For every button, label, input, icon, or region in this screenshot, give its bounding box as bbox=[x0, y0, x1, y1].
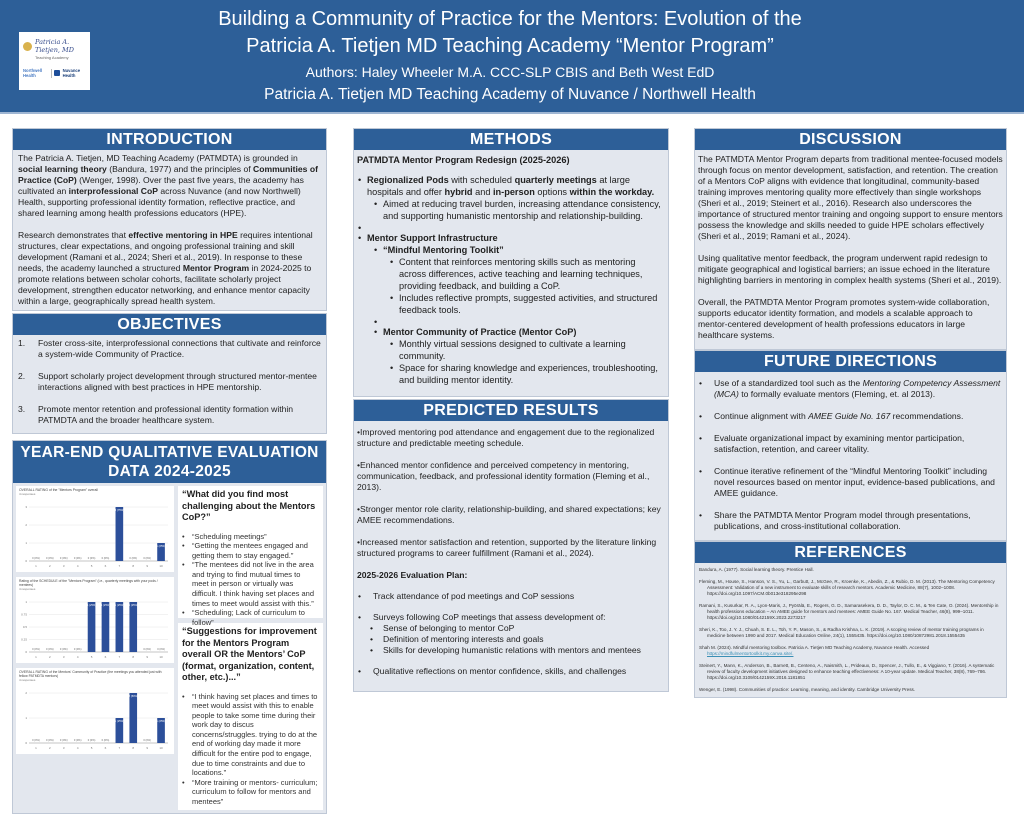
future-direction-item: • Evaluate organizational impact by examining mentor participation, satisfaction, retention, and career vitality. bbox=[698, 433, 1001, 455]
objective-item: 1. Foster cross-site, interprofessional connections that cultivate and reinforce a system-wide Community of Practice. bbox=[18, 338, 321, 359]
data-label: 0 (0%) bbox=[59, 648, 68, 651]
future-direction-item: • Continue iterative refinement of the “Mindful Mentoring Toolkit” including novel resources based on mentor input, evidence-based publications, and AMEE guidance. bbox=[698, 466, 1001, 499]
x-tick-label: 9 bbox=[146, 746, 148, 750]
y-tick-label: 2 bbox=[25, 691, 27, 695]
x-tick-label: 6 bbox=[104, 655, 107, 659]
chart-schedule-rating bbox=[16, 577, 174, 663]
predicted-result-item: •Increased mentor satisfaction and retention, supported by the literature linking structured programs to career fulfillment (Ramani et al., 2024). bbox=[357, 537, 657, 558]
bar bbox=[129, 693, 137, 743]
quote-answers bbox=[182, 532, 319, 628]
evaluation-heading: YEAR-END QUALITATIVE EVALUATION DATA 2024-2025 bbox=[13, 441, 326, 483]
x-tick-label: 8 bbox=[132, 564, 135, 568]
data-label: 0 (0%) bbox=[101, 557, 110, 560]
data-label: 1 (25%) bbox=[114, 604, 124, 607]
x-tick-label: 10 bbox=[159, 564, 163, 568]
data-label: 0 (0%) bbox=[157, 648, 165, 651]
evaluation-section bbox=[12, 440, 327, 814]
data-label: 0 (0%) bbox=[73, 739, 82, 742]
bar bbox=[116, 602, 124, 652]
x-tick-label: 8 bbox=[132, 746, 135, 750]
academy-logo bbox=[19, 32, 90, 90]
reference-item: Fleming, M., House, S., Hanson, V. S., Yu, L., Garbutt, J., McGee, R., Kroenke, K., Abedin, Z., & Rubio, D. M. (2013). The Mentoring Competency Assessment: Validation of a new instrument to evaluate skills of research mentors. Academic Medicine, 88(7), 1002–1008. https://doi.org/10.1097/ACM.0b013e318295e298 bbox=[699, 579, 995, 596]
y-tick-label: 0.25 bbox=[21, 637, 27, 642]
future-direction-item: • Share the PATMDTA Mentor Program model through presentations, publications, and cross-institutional collaboration. bbox=[698, 510, 1001, 532]
discussion-section bbox=[694, 128, 1007, 350]
methods-subitem: • Aimed at reducing travel burden, increasing attendance consistency, and supporting humanistic mentorship and relationship-building. bbox=[373, 198, 665, 222]
data-label: 1 (25%) bbox=[100, 604, 110, 607]
methods-heading: METHODS bbox=[354, 129, 668, 150]
data-label: 0 (0%) bbox=[32, 739, 40, 742]
data-label: 0 (0%) bbox=[143, 557, 151, 560]
x-tick-label: 9 bbox=[146, 564, 148, 568]
toolkit-item: • Content that reinforces mentoring skills such as mentoring across differences, active teaching and learning techniques, providing feedback, and building a CoP. bbox=[389, 256, 665, 292]
methods-item-pods: • Regionalized Pods with scheduled quarterly meetings at large hospitals and offer hybrid and in-person options within the workday. • Aimed at reducing travel burden, increasing attendance consistency, and supporting humanistic mentorship and relationship-building. bbox=[357, 174, 665, 222]
data-label: 0 (0%) bbox=[101, 739, 110, 742]
x-tick-label: 8 bbox=[132, 655, 135, 659]
bar bbox=[88, 602, 96, 652]
objective-item: 2. Support scholarly project development through structured mentor-mentee interactions aligned with best practices in HPE mentorship. bbox=[18, 371, 317, 392]
bar bbox=[116, 507, 124, 561]
evaluation-plan-item: • Surveys following CoP meetings that assess development of: • Sense of belonging to mentor CoP • Definition of mentoring interests and goals • Skills for developing humanistic relations with mentors and mentees bbox=[357, 612, 665, 656]
x-tick-label: 4 bbox=[76, 564, 79, 568]
quote-answer: • “Scheduling meetings” bbox=[182, 532, 319, 542]
chart-overall-rating bbox=[16, 486, 174, 572]
data-label: 1 (25%) bbox=[156, 720, 166, 723]
evaluation-charts bbox=[16, 486, 174, 810]
x-tick-label: 5 bbox=[90, 746, 93, 750]
x-tick-label: 4 bbox=[76, 746, 79, 750]
future-directions-list bbox=[695, 372, 1006, 540]
predicted-results-section bbox=[353, 399, 669, 692]
y-tick-label: 3 bbox=[25, 505, 27, 509]
x-tick-label: 5 bbox=[90, 655, 93, 659]
quote-question: “Suggestions for improvement for the Mentors Program overall OR the Mentors’ CoP (format, organization, content, other, etc.)...” bbox=[182, 626, 317, 682]
data-label: 1 (25%) bbox=[156, 545, 166, 548]
discussion-paragraph: Overall, the PATMDTA Mentor Program promotes system-wide collaboration, supports educator identity formation, and models a scalable approach to mentor-centered development of health professions educators in large healthcare systems. bbox=[698, 297, 990, 340]
data-label: 1 (25%) bbox=[128, 604, 138, 607]
quote-answer: • “I think having set places and times to meet would assist with this to enable people to take some time during their work day to discus concerns/struggles. trying to do at the end of working day made it more difficult for the entire pod to engage, due to time constraints and due to locations.” bbox=[182, 692, 319, 778]
x-tick-label: 3 bbox=[62, 746, 65, 750]
data-label: 2 (50%) bbox=[128, 695, 138, 698]
chart-title: Rating of the SCHEDULE of the "Mentors Program" (i.e., quarterly meetings with your pods / mentees) bbox=[19, 579, 158, 588]
nuvance-logo: Nuvance Health bbox=[62, 68, 81, 78]
x-tick-label: 3 bbox=[62, 655, 65, 659]
data-label: 1 (25%) bbox=[87, 604, 97, 607]
reference-item: Ramani, S., Kusurkar, R. A., Lyon-Maris, J., Pyörälä, E., Rogers, G. D., Samarasekera, D. D., Taylor, D. C. M., & Ten Cate, O. (2024). Mentorship in health professions education – An AMEE guide for mentors and mentees: AMEE Guide No. 167. Medical Teacher, 46(8), 999–1011. https://doi.org/10.1080/0142159X.2023.2273217 bbox=[699, 603, 999, 620]
x-tick-label: 1 bbox=[35, 746, 37, 750]
evaluation-plan-list bbox=[357, 591, 665, 677]
data-label: 0 (0%) bbox=[32, 648, 40, 651]
data-label: 0 (0%) bbox=[46, 739, 54, 742]
data-label: 0 (0%) bbox=[59, 739, 68, 742]
authors: Authors: Haley Wheeler M.A. CCC-SLP CBIS and Beth West EdD bbox=[305, 64, 715, 80]
references-list bbox=[695, 563, 1006, 697]
chart-title: OVERALL RATING of the Mentors' Community of Practice (the meetings you attended just with fellow PATMDTA mentors) bbox=[19, 670, 162, 679]
x-tick-label: 2 bbox=[49, 746, 51, 750]
cop-item: • Space for sharing knowledge and experiences, troubleshooting, and building mentor identity. bbox=[389, 362, 665, 386]
introduction-paragraph-1: The Patricia A. Tietjen, MD Teaching Academy (PATMDTA) is grounded in social learning theory (Bandura, 1977) and the principles of Communities of Practice (CoP) (Wenger, 1998). Over the past five years, the academy has cultivated an interprofessional CoP across Nuvance (and now Northwell) Health, supporting professional identity formation, reflective practice, and shared learning among health professions educators (HPE). bbox=[18, 153, 318, 218]
chart-subtitle: 4 responses bbox=[19, 678, 36, 683]
column-left bbox=[12, 128, 327, 814]
x-tick-label: 2 bbox=[49, 564, 51, 568]
chart-subtitle: 4 responses bbox=[19, 587, 36, 592]
objective-item: 3. Promote mentor retention and professional identity formation within PATMDTA and the broader healthcare system. bbox=[18, 404, 294, 425]
data-label: 1 (25%) bbox=[114, 720, 124, 723]
data-label: 0 (0%) bbox=[73, 557, 82, 560]
y-tick-label: 0.75 bbox=[21, 612, 27, 617]
methods-section bbox=[353, 128, 669, 397]
discussion-heading: DISCUSSION bbox=[695, 129, 1006, 150]
methods-list bbox=[354, 166, 668, 386]
future-directions-heading: FUTURE DIRECTIONS bbox=[695, 351, 1006, 372]
poster-title-line-1: Building a Community of Practice for the Mentors: Evolution of the bbox=[218, 8, 802, 30]
predicted-result-item: •Improved mentoring pod attendance and engagement due to the regionalized structure and predictable meeting schedule. bbox=[357, 427, 655, 448]
northwell-logo: Northwell Health bbox=[23, 68, 43, 78]
data-label: 0 (0%) bbox=[143, 648, 151, 651]
bar bbox=[102, 602, 110, 652]
toolkit-item: • Includes reflective prompts, suggested activities, and structured feedback tools. bbox=[389, 292, 665, 316]
x-tick-label: 7 bbox=[118, 564, 121, 568]
data-label: 0 (0%) bbox=[87, 557, 96, 560]
data-label: 0 (0%) bbox=[129, 557, 138, 560]
quote-answers bbox=[182, 692, 319, 807]
bar-chart-svg bbox=[19, 690, 171, 752]
x-tick-label: 1 bbox=[35, 564, 37, 568]
quote-question: “What did you find most challenging about the Mentors CoP?” bbox=[182, 489, 316, 522]
x-tick-label: 6 bbox=[104, 564, 107, 568]
data-label: 0 (0%) bbox=[143, 739, 151, 742]
poster-title-block bbox=[200, 6, 820, 107]
introduction-heading: INTRODUCTION bbox=[13, 129, 326, 150]
quote-answer: • “The mentees did not live in the area and trying to find mutual times to meet in person or virtually was difficult. I think having set places and times to meet would assist with this.” bbox=[182, 560, 319, 608]
seal-icon bbox=[23, 42, 32, 51]
reference-item: Bandura, A. (1977). Social learning theory. Prentice Hall. bbox=[699, 567, 814, 572]
methods-subitem-cop: • Mentor Community of Practice (Mentor CoP) • Monthly virtual sessions designed to cultivate a learning community. • Space for sharing knowledge and experiences, troubleshooting, and building mentor identity. bbox=[373, 326, 665, 386]
y-tick-label: 1 bbox=[25, 541, 27, 545]
discussion-paragraph: Using qualitative mentor feedback, the program underwent rapid redesign to mitigate geographical and logistical barriers; an issue echoed in the literature highlighting barriers in mentoring in complex health systems (Sheri et al., 2019). bbox=[698, 253, 1002, 285]
evaluation-quotes bbox=[178, 486, 323, 810]
logo-name: Patricia A. Tietjen, MD bbox=[35, 38, 74, 54]
future-direction-item: • Continue alignment with AMEE Guide No. 167 recommendations. bbox=[698, 411, 1001, 422]
y-tick-label: 1 bbox=[25, 716, 27, 720]
data-label: 3 (75%) bbox=[114, 509, 124, 512]
quote-answer: • “More training or mentors- curriculum; curriculum to follow for mentors and mentees” bbox=[182, 778, 319, 807]
data-label: 0 (0%) bbox=[32, 557, 40, 560]
data-label: 0 (0%) bbox=[73, 648, 82, 651]
discussion-paragraph: The PATMDTA Mentor Program departs from traditional mentee-focused models through focus on mentor development, satisfaction, and retention. The creation of a Mentors CoP aligns with evidence that longitudinal, community-based training improves mentoring quality more effectively than single workshops (Sheri et al., 2019; Steinert et al., 2016). Research also underscores the importance of structured mentor training and ongoing support to ensure mentors possess the knowledge and skills needed to guide HPE scholars effectively (Sheri et al., 2019; Ramani et al., 2024). bbox=[698, 154, 1003, 241]
chart-title: OVERALL RATING of the "Mentors Program" overall bbox=[19, 488, 98, 492]
x-tick-label: 3 bbox=[62, 564, 65, 568]
introduction-paragraph-2: Research demonstrates that effective mentoring in HPE requires intentional structures, clear expectations, and ongoing professional training and skill development (Ramani et al., 2024; Sheri et al., 2019). In response to these needs, the academy launched a structured Mentor Program in 2024-2025 to promote relations between scholar cohorts, facilitate scholarly project development, strengthen educator networking, and enhance mentor capacity within a large, geographically spread health system. bbox=[18, 230, 313, 306]
x-tick-label: 9 bbox=[146, 655, 148, 659]
column-right bbox=[694, 128, 1007, 698]
x-tick-label: 10 bbox=[159, 746, 163, 750]
objectives-heading: OBJECTIVES bbox=[13, 314, 326, 335]
evaluation-plan-subitem: • Sense of belonging to mentor CoP bbox=[373, 623, 665, 634]
y-tick-label: 0.5 bbox=[22, 625, 27, 629]
x-tick-label: 7 bbox=[118, 655, 121, 659]
x-tick-label: 6 bbox=[104, 746, 107, 750]
x-tick-label: 4 bbox=[76, 655, 79, 659]
predicted-results-heading: PREDICTED RESULTS bbox=[354, 400, 668, 421]
quote-challenges bbox=[178, 486, 323, 627]
column-middle bbox=[353, 128, 669, 692]
evaluation-plan-title: 2025-2026 Evaluation Plan: bbox=[357, 570, 468, 580]
objectives-section bbox=[12, 313, 327, 434]
x-tick-label: 2 bbox=[49, 655, 51, 659]
quote-answer: • “Scheduling; Lack of curriculum to follow” bbox=[182, 608, 319, 627]
data-label: 0 (0%) bbox=[46, 557, 54, 560]
references-section bbox=[694, 541, 1007, 698]
y-tick-label: 0 bbox=[25, 559, 27, 563]
introduction-section bbox=[12, 128, 327, 311]
quote-answer: • “Getting the mentees engaged and getting them to stay engaged.” bbox=[182, 541, 319, 560]
x-tick-label: 1 bbox=[35, 655, 37, 659]
methods-item-infrastructure: • Mentor Support Infrastructure • “Mindful Mentoring Toolkit” • Content that reinforces mentoring skills such as mentoring across differences, active teaching and learning techniques, providing feedback, and building a CoP. • Includes reflective prompts, suggested activities, and structured feedback tools. • • Mentor Community of Practice (Mentor CoP) • Monthly virtual sessions designed to cultivate a learning community. • Space for sharing knowledge and experiences, troubleshooting, and building mentor identity. bbox=[357, 232, 665, 386]
logo-divider bbox=[51, 69, 52, 78]
reference-item: Steinert, Y., Mann, K., Anderson, B., Barnett, B., Centeno, A., Naismith, L., Prideaux, D., Spencer, J., Tullo, E., & Viggiano, T. (2016). A systematic review of faculty development initiatives designed to enhance teaching effectiveness: A 10-year update. Medical Teacher, 38(8), 769–786. https://doi.org/10.3109/0142159X.2016.1181851 bbox=[699, 663, 995, 680]
chart-cop-rating bbox=[16, 668, 174, 754]
references-heading: REFERENCES bbox=[695, 542, 1006, 563]
evaluation-plan-subitem: • Definition of mentoring interests and goals bbox=[373, 634, 665, 645]
bar-chart-svg bbox=[19, 599, 171, 661]
reference-item: Wenger, E. (1998). Communities of practice: Learning, meaning, and identity. Cambridge University Press. bbox=[699, 687, 916, 692]
chart-subtitle: 4 responses bbox=[19, 492, 36, 497]
y-tick-label: 0 bbox=[25, 741, 27, 745]
nuvance-mark-icon bbox=[54, 70, 59, 76]
logo-subtitle: Teaching Academy bbox=[35, 55, 69, 60]
cop-item: • Monthly virtual sessions designed to cultivate a learning community. bbox=[389, 338, 665, 362]
poster-header bbox=[0, 0, 1024, 114]
methods-subitem-toolkit: • “Mindful Mentoring Toolkit” • Content that reinforces mentoring skills such as mentoring across differences, active teaching and learning techniques, providing feedback, and building a CoP. • Includes reflective prompts, suggested activities, and structured feedback tools. bbox=[373, 244, 665, 316]
predicted-result-item: •Enhanced mentor confidence and perceived competency in mentoring, communication, feedback, and professional identity formation (Fleming et al., 2013). bbox=[357, 460, 650, 492]
evaluation-plan-item: • Qualitative reflections on mentor confidence, skills, and challenges bbox=[357, 666, 665, 677]
y-tick-label: 0 bbox=[25, 650, 27, 654]
evaluation-plan-subitem: • Skills for developing humanistic relations with mentors and mentees bbox=[373, 645, 665, 656]
affiliation: Patricia A. Tietjen MD Teaching Academy of Nuvance / Northwell Health bbox=[264, 86, 756, 103]
x-tick-label: 10 bbox=[159, 655, 163, 659]
bar bbox=[129, 602, 137, 652]
bar-chart-svg bbox=[19, 504, 171, 570]
quote-suggestions bbox=[178, 623, 323, 810]
methods-subtitle: PATMDTA Mentor Program Redesign (2025-2026) bbox=[357, 155, 570, 165]
poster-title-line-2: Patricia A. Tietjen MD Teaching Academy “Mentor Program” bbox=[246, 35, 774, 57]
reference-item: Sheri, K., Too, J. Y. J., Chuah, S. E. L., Toh, Y. P., Mason, S., & Radha Krishna, L. K. (2019). A scoping review of mentor training programs in medicine between 1990 and 2017. Medical Education Online, 24(1), 1555435. https://doi.org/10.1080/10872981.2018.1555435 bbox=[699, 627, 984, 638]
data-label: 0 (0%) bbox=[59, 557, 68, 560]
reference-item: Shah M. (2024). Mindful mentoring toolbox. Patricia A. Tietjen MD Teaching Academy, Nuvance Health. Accessed https://mindfulmentortoolkit.my.canva.site/. bbox=[699, 645, 930, 656]
data-label: 0 (0%) bbox=[87, 739, 96, 742]
predicted-result-item: •Stronger mentor role clarity, relationship-building, and shared expectations; key AMEE recommendations. bbox=[357, 504, 661, 525]
y-tick-label: 1 bbox=[25, 600, 27, 604]
x-tick-label: 7 bbox=[118, 746, 121, 750]
x-tick-label: 5 bbox=[90, 564, 93, 568]
future-direction-item: • Use of a standardized tool such as the Mentoring Competency Assessment (MCA) to formally evaluate mentors (Fleming, et. al 2013). bbox=[698, 378, 1001, 400]
toolkit-link[interactable]: https://mindfulmentortoolkit.my.canva.site/. bbox=[707, 651, 794, 656]
data-label: 0 (0%) bbox=[46, 648, 54, 651]
evaluation-plan-item: • Track attendance of pod meetings and CoP sessions bbox=[357, 591, 665, 602]
objectives-list bbox=[13, 335, 326, 433]
y-tick-label: 2 bbox=[25, 523, 27, 527]
future-directions-section bbox=[694, 350, 1007, 541]
